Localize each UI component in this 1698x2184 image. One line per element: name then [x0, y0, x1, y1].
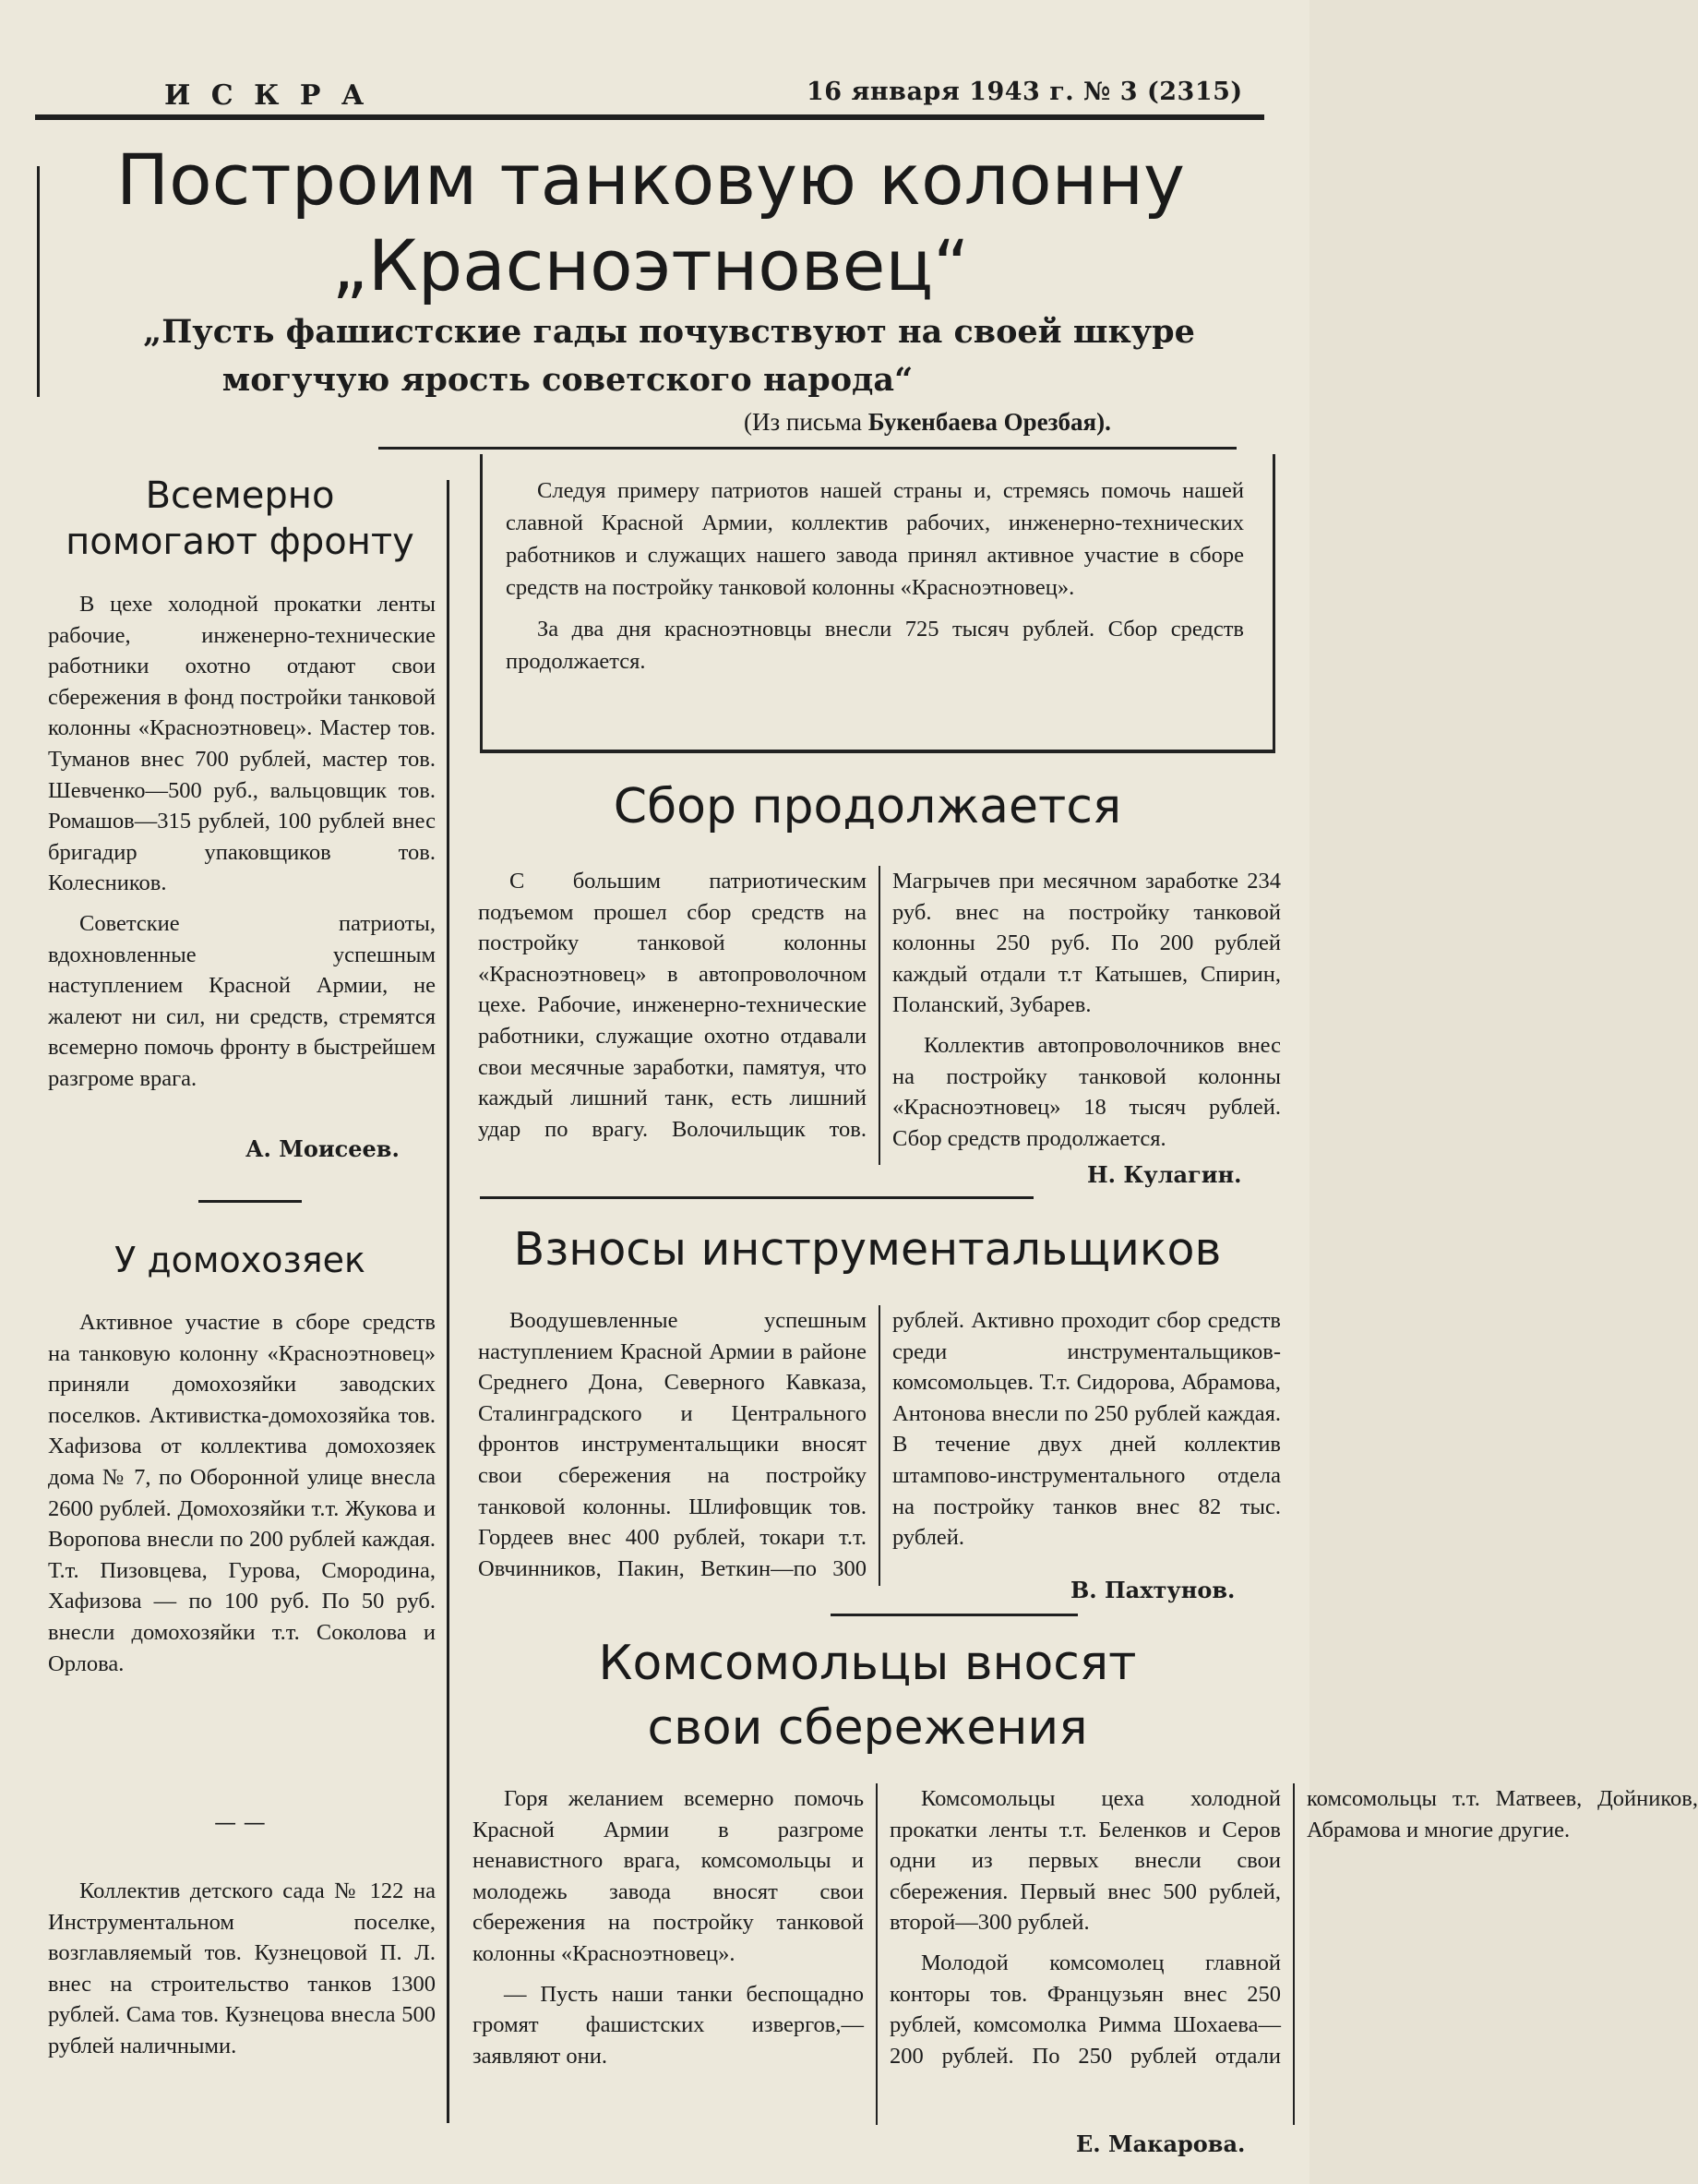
article3-p2: Коллектив автопроволочников внес на постройку танковой колонны «Красноэтновец» 18 тысяч рублей. Сбор средств продолжается. [892, 1032, 1281, 1151]
article3-end-rule [480, 1196, 1034, 1199]
main-headline-line1: Построим танковую колонну [116, 138, 1185, 221]
article1-p2: Советские патриоты, вдохновленные успешным наступлением Красной Армии, не жалеют ни сил, ни средств, стремятся всемерно помочь фронту в быстрейшем разгроме врага. [48, 910, 436, 1091]
article2-separator: — — [214, 1809, 266, 1835]
left-column-divider [447, 480, 449, 2123]
article3-p1: С большим патриотическим подъемом прошел сбор средств на постройку танковой колонны «Красноэтновец» в автопроволочном цехе. Рабочие, инженерно-технические работники, служащие охотно отдавали свои месячные заработки, памятуя, что каждый лишний танк, есть лишний удар по врагу. Волочильщик тов. Магрычев при месячном заработке 234 руб. внес на постройку танковой колонны 250 руб. По 200 рублей каждый отдали т.т Катышев, Спирин, Поланский, Зубарев. [478, 869, 1281, 1142]
main-headline-line2: „Красноэтновец“ [331, 224, 970, 306]
article4-signature: В. Пахтунов. [1070, 1577, 1236, 1603]
article1-title-line2: помогают фронту [66, 521, 414, 563]
headline-quote-line1: „Пусть фашистские гады почувствуют на своей шкуре [143, 313, 1195, 351]
article2-p1: Активное участие в сборе средств на танковую колонну «Красноэтновец» приняли домохозяйки заводских поселков. Активистка-домохозяйка тов. Хафизова от коллектива домохозяек дома № 7, по Оборонной улице внесла 2600 рублей. Домохозяйки т.т. Жукова и Воропова внесли по 200 рублей каждая. Т.т. Пизовцева, Гурова, Смородина, Хафизова — по 100 руб. По 50 руб. внесли домохозяйки т.т. Соколова и Орлова. [48, 1310, 436, 1676]
article2-body-2 [48, 1876, 436, 2062]
article1-title-line1: Всемерно [145, 474, 335, 517]
article5-body [472, 1783, 1698, 2125]
headline-quote-line2: могучую ярость советского народа“ [221, 361, 914, 399]
article2-body [48, 1307, 436, 1679]
article5-p3: Комсомольцы цеха холодной прокатки ленты т.т. Беленков и Серов одни из первых внесли свои сбережения. Первый внес 500 рублей, второй—300 рублей. [890, 1786, 1281, 1936]
article2-p2: Коллектив детского сада № 122 на Инструментальном поселке, возглавляемый тов. Кузнецовой П. Л. внес на строительство танков 1300 рублей. Сама тов. Кузнецова внесла 500 рублей наличными. [48, 1878, 436, 2058]
article5-title-line1: Комсомольцы вносят [598, 1636, 1137, 1691]
headline-bottom-rule [378, 447, 1237, 450]
article1-signature: А. Моисеев. [245, 1135, 400, 1162]
article3-body [478, 866, 1281, 1165]
headline-quote-source [744, 408, 1111, 437]
article5-p4: Молодой комсомолец главной конторы тов. Французьян внес 250 рублей, комсомолка Римма Шохаева—200 рублей. По 250 рублей отдали комсомольцы т.т. Матвеев, Дойников, Абрамова и многие другие. [890, 1786, 1698, 2069]
article1-end-rule [198, 1200, 302, 1203]
article5-title-line2: свои сбережения [647, 1700, 1088, 1756]
article1-body [48, 589, 436, 1095]
article4-title: Взносы инструментальщиков [513, 1223, 1222, 1276]
boxed-intro-p1: Следуя примеру патриотов нашей страны и, стремясь помочь нашей славной Красной Армии, коллектив рабочих, инженерно-технических работников и служащих нашего завода принял активное участие в сборе средств на постройку танковой колонны «Красноэтновец». [506, 478, 1244, 600]
article4-p1: Воодушевленные успешным наступлением Красной Армии в районе Среднего Дона, Северного Кавказа, Сталинградского и Центрального фронтов инструментальщики вносят свои сбережения на постройку танковой колонны. Шлифовщик тов. Гордеев внес 400 рублей, токари т.т. Овчинников, Пакин, Веткин—по 300 рублей. Активно проходит сбор средств среди инструментальщиков-комсомольцев. Т.т. Сидорова, Абрамова, Антонова внесли по 250 рублей каждая. В течение двух дней коллектив штампово-инструментального отдела на постройку танков внес 82 тыс. рублей. [478, 1308, 1281, 1581]
source-prefix: (Из письма [744, 408, 862, 436]
article5-p1: Горя желанием всемерно помочь Красной Армии в разгроме ненавистного врага, комсомольцы и молодежь завода вносят свои сбережения на постройку танковой колонны «Красноэтновец». [472, 1786, 864, 1966]
article3-title: Сбор продолжается [613, 779, 1122, 834]
article5-p2: — Пусть наши танки беспощадно громят фашистских извергов,—заявляют они. [472, 1981, 864, 2069]
article4-end-rule [831, 1614, 1078, 1616]
article1-p1: В цехе холодной прокатки ленты рабочие, инженерно-технические работники охотно отдают свои сбережения в фонд постройки танковой колонны «Красноэтновец». Мастер тов. Туманов внес 700 рублей, мастер тов. Шевченко—500 руб., вальцовщик тов. Ромашов—315 рублей, 100 рублей внес бригадир упаковщиков тов. Колесников. [48, 592, 436, 896]
article2-title: У домохозяек [114, 1240, 365, 1280]
source-name: Букенбаева Орезбая). [867, 408, 1111, 436]
article4-body [478, 1305, 1281, 1586]
boxed-intro-p2: За два дня красноэтновцы внесли 725 тысяч рублей. Сбор средств продолжается. [506, 617, 1244, 674]
masthead-date-issue: 16 января 1943 г. № 3 (2315) [807, 78, 1243, 106]
masthead-paper-name: И С К Р А [164, 79, 370, 112]
left-edge-bracket [37, 166, 40, 397]
article5-signature: Е. Макарова. [1076, 2130, 1246, 2157]
masthead-rule [35, 114, 1264, 120]
article3-signature: Н. Кулагин. [1087, 1161, 1242, 1188]
boxed-intro-text [506, 474, 1244, 678]
